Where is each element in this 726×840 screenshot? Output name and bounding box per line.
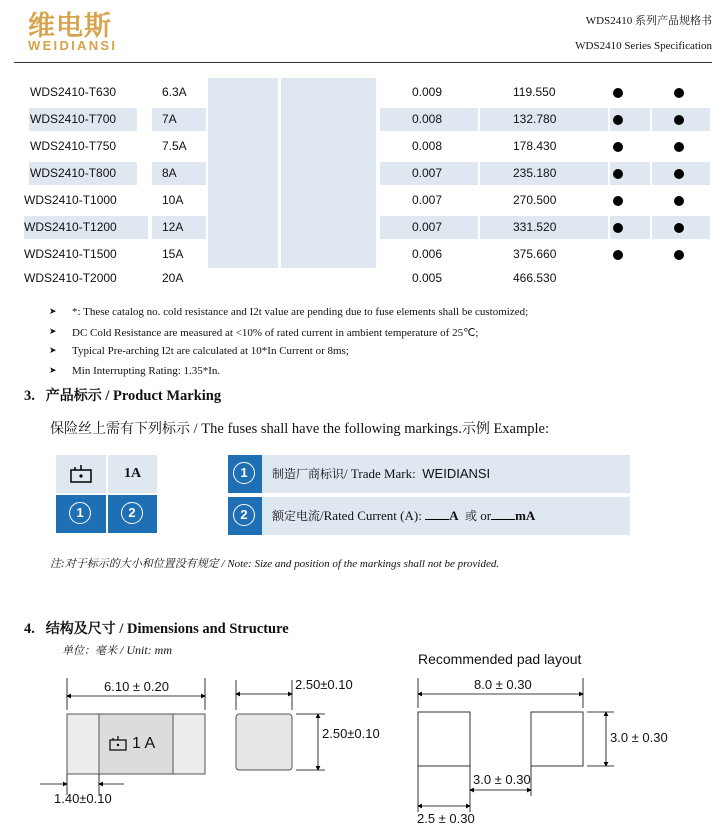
cell-part: WDS2410-T1000 [24, 193, 117, 207]
legend-rated-current: 额定电流/Rated Current (A): A 或 or mA [262, 497, 630, 535]
bullet-mark-1 [613, 88, 623, 98]
bullet-mark-2 [674, 142, 684, 152]
bullet-mark-1 [613, 115, 623, 125]
cell-part: WDS2410-T1200 [24, 216, 148, 239]
cell-resistance: 0.005 [412, 271, 443, 285]
logo-english: WEIDIANSI [28, 38, 118, 53]
cell-current: 15A [162, 247, 184, 261]
bullet-mark-1 [613, 250, 623, 260]
marking-num-2 [108, 495, 157, 533]
cell-i2t: 132.780 [480, 108, 608, 131]
cell-current: 7A [152, 108, 206, 131]
fuse-side-view [40, 678, 205, 795]
bullet-mark-2 [674, 88, 684, 98]
cell-resistance: 0.007 [412, 193, 443, 207]
table-row [0, 108, 726, 135]
table-row [0, 81, 726, 108]
bullet-mark-1 [613, 223, 623, 233]
cell-i2t: 270.500 [513, 193, 557, 207]
marking-num-1 [56, 495, 106, 533]
section-3-heading: 3. 产品标示 / Product Marking [24, 388, 222, 404]
cell-part: WDS2410-T1500 [24, 247, 117, 261]
circle-two-label: 2 [121, 502, 143, 524]
bullet-mark-1 [613, 169, 623, 179]
bullet-mark-2 [674, 196, 684, 206]
circle-one-label: 1 [69, 502, 91, 524]
bullet-mark-2 [674, 115, 684, 125]
pad-total: 8.0 ± 0.30 [474, 677, 532, 692]
fuse-end-view [236, 680, 325, 770]
cell-current: 10A [162, 193, 184, 207]
marking-rating-cell: 1A [108, 455, 157, 493]
pad-width: 2.5 ± 0.30 [417, 811, 475, 826]
cell-resistance: 0.008 [412, 139, 443, 153]
cell-resistance: 0.008 [380, 108, 478, 131]
cell-i2t: 466.530 [513, 271, 557, 285]
dim-length: 6.10 ± 0.20 [104, 679, 169, 694]
header-divider [14, 62, 712, 63]
cell-resistance: 0.007 [380, 216, 478, 239]
cell-part: WDS2410-T800 [29, 162, 137, 185]
cell-mark1 [610, 267, 650, 290]
marking-intro: 保险丝上需有下列标示 / The fuses shall have the following markings.示例 Example: [50, 421, 550, 437]
dim-height: 2.50±0.10 [322, 726, 380, 741]
bullet-mark-2 [674, 169, 684, 179]
fuse-body-mark: 1 A [132, 735, 156, 752]
cell-i2t: 235.180 [480, 162, 608, 185]
unit-label: 单位：毫米 / Unit: mm [62, 643, 172, 657]
bullet-mark-2 [674, 250, 684, 260]
header-title-en: WDS2410 Series Specification [575, 40, 712, 52]
legend-num-1: 1 [228, 455, 262, 493]
marking-footnote: 注:对于标示的大小和位置没有规定 / Note: Size and position of the markings shall not be provided. [50, 557, 500, 570]
cell-part: WDS2410-T630 [30, 85, 117, 99]
header-title-cn: WDS2410 系列产品规格书 [585, 15, 712, 27]
cell-i2t: 178.430 [513, 139, 557, 153]
bullet-mark-1 [613, 142, 623, 152]
cell-part: WDS2410-T700 [29, 108, 137, 131]
table-row [0, 267, 726, 294]
pad-layout [418, 678, 614, 812]
cell-current: 20A [162, 271, 184, 285]
bullet-mark-1 [613, 196, 623, 206]
cell-i2t: 375.660 [513, 247, 557, 261]
section-4-heading: 4. 结构及尺寸 / Dimensions and Structure [24, 621, 289, 637]
cell-resistance: 0.009 [412, 85, 443, 99]
cell-part: WDS2410-T2000 [24, 271, 117, 285]
dim-cap: 1.40±0.10 [54, 791, 112, 806]
pad-layout-title: Recommended pad layout [418, 651, 582, 667]
cell-resistance: 0.006 [412, 247, 443, 261]
table-row [0, 216, 726, 243]
table-row [0, 162, 726, 189]
legend-trade-mark: 制造厂商标识/ Trade Mark: WEIDIANSI [262, 455, 630, 493]
cell-part: WDS2410-T750 [30, 139, 117, 153]
cell-i2t: 331.520 [480, 216, 608, 239]
cell-resistance: 0.007 [380, 162, 478, 185]
cell-current: 7.5A [162, 139, 187, 153]
pad-gap: 3.0 ± 0.30 [473, 772, 531, 787]
marking-logo-cell [56, 455, 106, 493]
logo-chinese: 维电斯 [28, 11, 112, 42]
cell-current: 12A [152, 216, 206, 239]
cell-current: 6.3A [162, 85, 187, 99]
bullet-mark-2 [674, 223, 684, 233]
cell-i2t: 119.550 [513, 85, 556, 99]
trade-mark-icon [69, 464, 93, 484]
cell-mark2 [652, 267, 710, 290]
table-row [0, 135, 726, 162]
table-row [0, 189, 726, 216]
pad-height: 3.0 ± 0.30 [610, 730, 668, 745]
cell-current: 8A [152, 162, 206, 185]
legend-num-2: 2 [228, 497, 262, 535]
table-row [0, 243, 726, 270]
dim-width: 2.50±0.10 [295, 677, 353, 692]
